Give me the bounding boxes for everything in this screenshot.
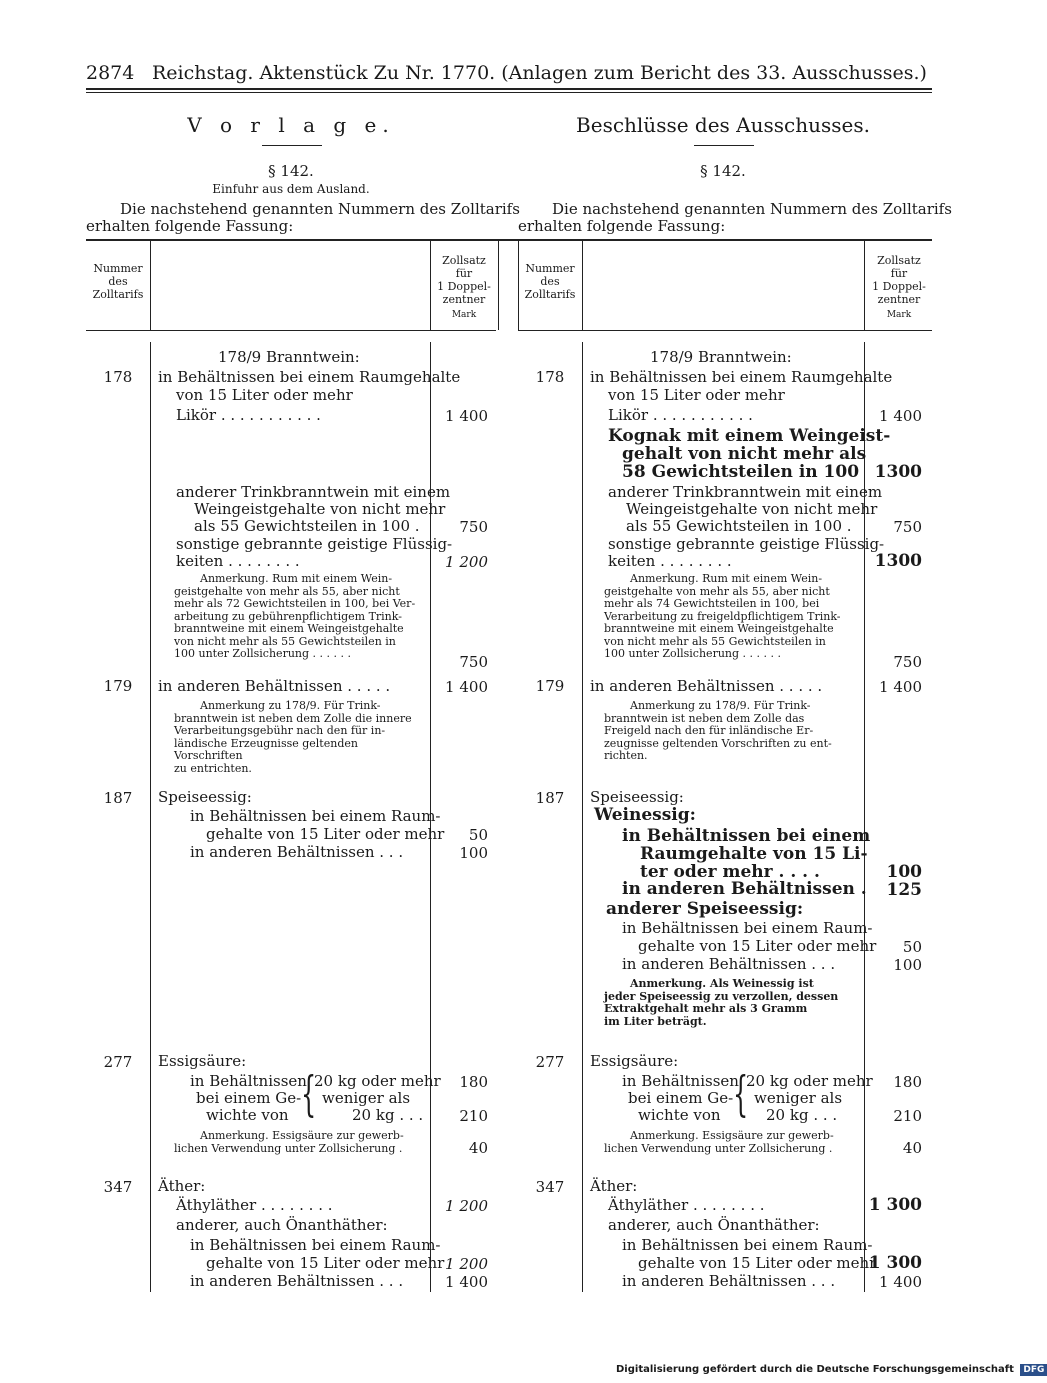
left-anmerkung-rum: Anmerkung. Rum mit einem Wein- geistgehalte von mehr als 55, aber nicht mehr als 72 Gewichtsteilen in 100, bei Ver- arbeitung zu gebührenpflichtigem Trink- branntweine mit einem Weingeistgehalte von nicht mehr als 55 Gewichtsteilen in 100 unter Zollsicherung . . . . . . [174, 572, 416, 660]
right-th-number: Nummer des Zolltarifs [524, 262, 576, 301]
left-subsection: Einfuhr aus dem Ausland. [212, 182, 370, 196]
right-th-rate: Zollsatz für 1 Doppel- zentner Mark [872, 254, 926, 320]
left-val-andere: 750 [459, 518, 488, 536]
right-anderer-speiseessig: anderer Speiseessig: [606, 899, 804, 919]
left-347-line3: in anderen Behältnissen . . . [190, 1272, 404, 1290]
left-heading-rule [262, 145, 322, 146]
left-branntwein: 178/9 Branntwein: [218, 348, 360, 366]
left-th-rate: Zollsatz für 1 Doppel- zentner Mark [437, 254, 491, 320]
left-num-178: 178 [103, 368, 133, 386]
right-aethylaether: Äthyläther . . . . . . . . [608, 1196, 765, 1214]
right-we-4: in anderen Behältnissen . [622, 879, 867, 899]
header-rule [86, 88, 932, 90]
right-val-180: 180 [893, 1073, 922, 1091]
left-section: § 142. [268, 162, 314, 180]
left-val-347-b: 1 400 [445, 1273, 488, 1291]
left-col-divider-2-head [430, 240, 431, 330]
right-val-347-b: 1 400 [879, 1273, 922, 1291]
right-val-we-100: 100 [886, 862, 922, 882]
right-val-40: 40 [902, 1139, 922, 1157]
right-we-1: in Behältnissen bei einem [622, 826, 871, 846]
header-rule-thin [86, 92, 932, 93]
left-val-40: 40 [468, 1139, 488, 1157]
left-277-b3: 20 kg . . . [352, 1106, 424, 1124]
right-num-187: 187 [535, 789, 565, 807]
left-num-179: 179 [103, 677, 133, 695]
left-187-line2: gehalte von 15 Liter oder mehr [206, 825, 445, 843]
left-essigsaeure: Essigsäure: [158, 1052, 247, 1070]
table-top-rule [86, 239, 932, 241]
right-val-andere: 750 [893, 518, 922, 536]
left-347-line2: gehalte von 15 Liter oder mehr [206, 1254, 445, 1272]
right-val-anm: 750 [893, 653, 922, 671]
right-val-210: 210 [893, 1107, 922, 1125]
right-col-divider-1 [582, 342, 583, 1292]
right-277-b2: weniger als [754, 1089, 843, 1107]
right-likoer: Likör . . . . . . . . . . . [608, 406, 753, 424]
right-anderer-aether: anderer, auch Önanthäther: [608, 1216, 820, 1234]
right-col-divider-0-head [518, 240, 519, 330]
right-kognak-3: 58 Gewichtsteilen in 100 [622, 462, 860, 482]
left-anmerkung-277: Anmerkung. Essigsäure zur gewerb- lichen Verwendung unter Zollsicherung . [174, 1129, 404, 1155]
left-andere-3: als 55 Gewichtsteilen in 100 . [194, 517, 420, 535]
right-num-179: 179 [535, 677, 565, 695]
right-179: in anderen Behältnissen . . . . . [590, 677, 823, 695]
left-178-line1: in Behältnissen bei einem Raumgehalte [158, 368, 461, 386]
left-num-187: 187 [103, 789, 133, 807]
left-heading: V o r l a g e. [187, 113, 395, 137]
left-th-number: Nummer des Zolltarifs [92, 262, 144, 301]
right-anmerkung-187: Anmerkung. Als Weinessig ist jeder Speiseessig zu verzollen, dessen Extraktgehalt mehr als 3 Gramm im Liter beträgt. [604, 977, 839, 1028]
left-val-sonst: 1 200 [445, 553, 488, 571]
right-we-2: Raumgehalte von 15 Li- [640, 844, 868, 864]
right-347-line1: in Behältnissen bei einem Raum- [622, 1236, 873, 1254]
left-col-divider-1-head [150, 240, 151, 330]
left-val-347-a: 1 200 [445, 1255, 488, 1273]
right-weinessig: Weinessig: [594, 805, 696, 825]
left-aether: Äther: [158, 1177, 206, 1195]
dfg-footer [616, 1364, 1047, 1376]
left-intro-2: erhalten folgende Fassung: [86, 217, 294, 235]
left-andere-1: anderer Trinkbranntwein mit einem [176, 483, 451, 501]
right-speiseessig: Speiseessig: [590, 788, 684, 806]
right-178-line1: in Behältnissen bei einem Raumgehalte [590, 368, 893, 386]
left-val-100: 100 [459, 844, 488, 862]
left-277-b1: 20 kg oder mehr [314, 1072, 441, 1090]
right-val-kognak: 1300 [874, 462, 922, 482]
right-aether: Äther: [590, 1177, 638, 1195]
right-val-as-50: 50 [902, 938, 922, 956]
right-277-a1: in Behältnissen [622, 1072, 739, 1090]
left-num-277: 277 [103, 1053, 133, 1071]
dfg-logo: DFG [1020, 1364, 1047, 1376]
left-anmerkung-179: Anmerkung zu 178/9. Für Trink- branntwein ist neben dem Zolle die innere Verarbeitungsgebühr nach den für in- ländische Erzeugnisse geltenden Vorschriften zu entrichten. [174, 699, 412, 775]
right-branntwein: 178/9 Branntwein: [650, 348, 792, 366]
right-val-sonst: 1300 [874, 551, 922, 571]
right-intro-1: Die nachstehend genannten Nummern des Zolltarifs [552, 200, 952, 218]
right-277-a2: bei einem Ge- [628, 1089, 734, 1107]
right-andere-3: als 55 Gewichtsteilen in 100 . [626, 517, 852, 535]
right-val-347-a: 1 300 [868, 1253, 922, 1273]
right-kognak-1: Kognak mit einem Weingeist- [608, 426, 891, 446]
left-val-50: 50 [468, 826, 488, 844]
right-num-347: 347 [535, 1178, 565, 1196]
right-col-divider-1-head [582, 240, 583, 330]
right-277-b1: 20 kg oder mehr [746, 1072, 873, 1090]
left-val-180: 180 [459, 1073, 488, 1091]
right-277-b3: 20 kg . . . [766, 1106, 838, 1124]
left-speiseessig: Speiseessig: [158, 788, 252, 806]
left-val-179: 1 400 [445, 678, 488, 696]
right-val-as-100: 100 [893, 956, 922, 974]
dfg-footer-text: Digitalisierung gefördert durch die Deutsche Forschungsgemeinschaft [616, 1364, 1014, 1375]
right-val-we-125: 125 [886, 880, 922, 900]
left-col-divider-1 [150, 342, 151, 1292]
left-col-divider-3-head [498, 240, 499, 330]
left-val-likoer: 1 400 [445, 407, 488, 425]
right-anmerkung-179: Anmerkung zu 178/9. Für Trink- branntwein ist neben dem Zolle das Freigeld nach den für inländische Er- zeugnisse geltenden Vorschriften zu ent- richten. [604, 699, 832, 762]
right-178-line2: von 15 Liter oder mehr [608, 386, 785, 404]
running-title: Reichstag. Aktenstück Zu Nr. 1770. (Anlagen zum Bericht des 33. Ausschusses.) [152, 62, 927, 84]
left-187-line1: in Behältnissen bei einem Raum- [190, 807, 441, 825]
right-347-line2: gehalte von 15 Liter oder mehr [638, 1254, 877, 1272]
right-347-line3: in anderen Behältnissen . . . [622, 1272, 836, 1290]
left-val-210: 210 [459, 1107, 488, 1125]
right-277-a3: wichte von [638, 1106, 721, 1124]
right-anmerkung-rum: Anmerkung. Rum mit einem Wein- geistgehalte von mehr als 55, aber nicht mehr als 74 Gewichtsteilen in 100, bei Verarbeitung zu freigeldpflichtigem Trink- branntweine mit einem Weingeistgehalte von nicht mehr als 55 Gewichtsteilen in 100 unter Zollsicherung . . . . . . [604, 572, 841, 660]
left-187-line3: in anderen Behältnissen . . . [190, 843, 404, 861]
right-val-179: 1 400 [879, 678, 922, 696]
right-essigsaeure: Essigsäure: [590, 1052, 679, 1070]
left-347-line1: in Behältnissen bei einem Raum- [190, 1236, 441, 1254]
left-178-line2: von 15 Liter oder mehr [176, 386, 353, 404]
page-number: 2874 [86, 62, 135, 84]
right-kognak-2: gehalt von nicht mehr als [622, 444, 867, 464]
left-sonst-1: sonstige gebrannte geistige Flüssig- [176, 535, 453, 553]
right-as-3: in anderen Behältnissen . . . [622, 955, 836, 973]
left-277-b2: weniger als [322, 1089, 411, 1107]
left-277-brace: { [301, 1066, 317, 1122]
left-val-aethylaether: 1 200 [445, 1197, 488, 1215]
left-anderer-aether: anderer, auch Önanthäther: [176, 1216, 388, 1234]
right-sonst-2: keiten . . . . . . . . [608, 552, 732, 570]
right-num-277: 277 [535, 1053, 565, 1071]
left-277-a3: wichte von [206, 1106, 289, 1124]
left-179: in anderen Behältnissen . . . . . [158, 677, 391, 695]
left-likoer: Likör . . . . . . . . . . . [176, 406, 321, 424]
left-intro-1: Die nachstehend genannten Nummern des Zolltarifs [120, 200, 520, 218]
right-we-3: ter oder mehr . . . . [640, 862, 820, 882]
right-heading-rule [694, 145, 754, 146]
right-anmerkung-277: Anmerkung. Essigsäure zur gewerb- lichen Verwendung unter Zollsicherung . [604, 1129, 834, 1155]
right-277-brace: { [733, 1066, 749, 1122]
left-table-header-rule [86, 330, 496, 331]
right-val-likoer: 1 400 [879, 407, 922, 425]
right-table-header-rule [518, 330, 932, 331]
left-val-anm: 750 [459, 653, 488, 671]
left-sonst-2: keiten . . . . . . . . [176, 552, 300, 570]
right-andere-1: anderer Trinkbranntwein mit einem [608, 483, 883, 501]
right-heading: Beschlüsse des Ausschusses. [576, 113, 870, 137]
right-col-divider-2-head [864, 240, 865, 330]
left-277-a1: in Behältnissen [190, 1072, 307, 1090]
right-num-178: 178 [535, 368, 565, 386]
right-sonst-1: sonstige gebrannte geistige Flüssig- [608, 535, 885, 553]
right-as-2: gehalte von 15 Liter oder mehr [638, 937, 877, 955]
left-num-347: 347 [103, 1178, 133, 1196]
right-intro-2: erhalten folgende Fassung: [518, 217, 726, 235]
right-as-1: in Behältnissen bei einem Raum- [622, 919, 873, 937]
left-aethylaether: Äthyläther . . . . . . . . [176, 1196, 333, 1214]
left-277-a2: bei einem Ge- [196, 1089, 302, 1107]
left-andere-2: Weingeistgehalte von nicht mehr [194, 500, 446, 518]
right-val-aethylaether: 1 300 [868, 1195, 922, 1215]
right-section: § 142. [700, 162, 746, 180]
right-andere-2: Weingeistgehalte von nicht mehr [626, 500, 878, 518]
